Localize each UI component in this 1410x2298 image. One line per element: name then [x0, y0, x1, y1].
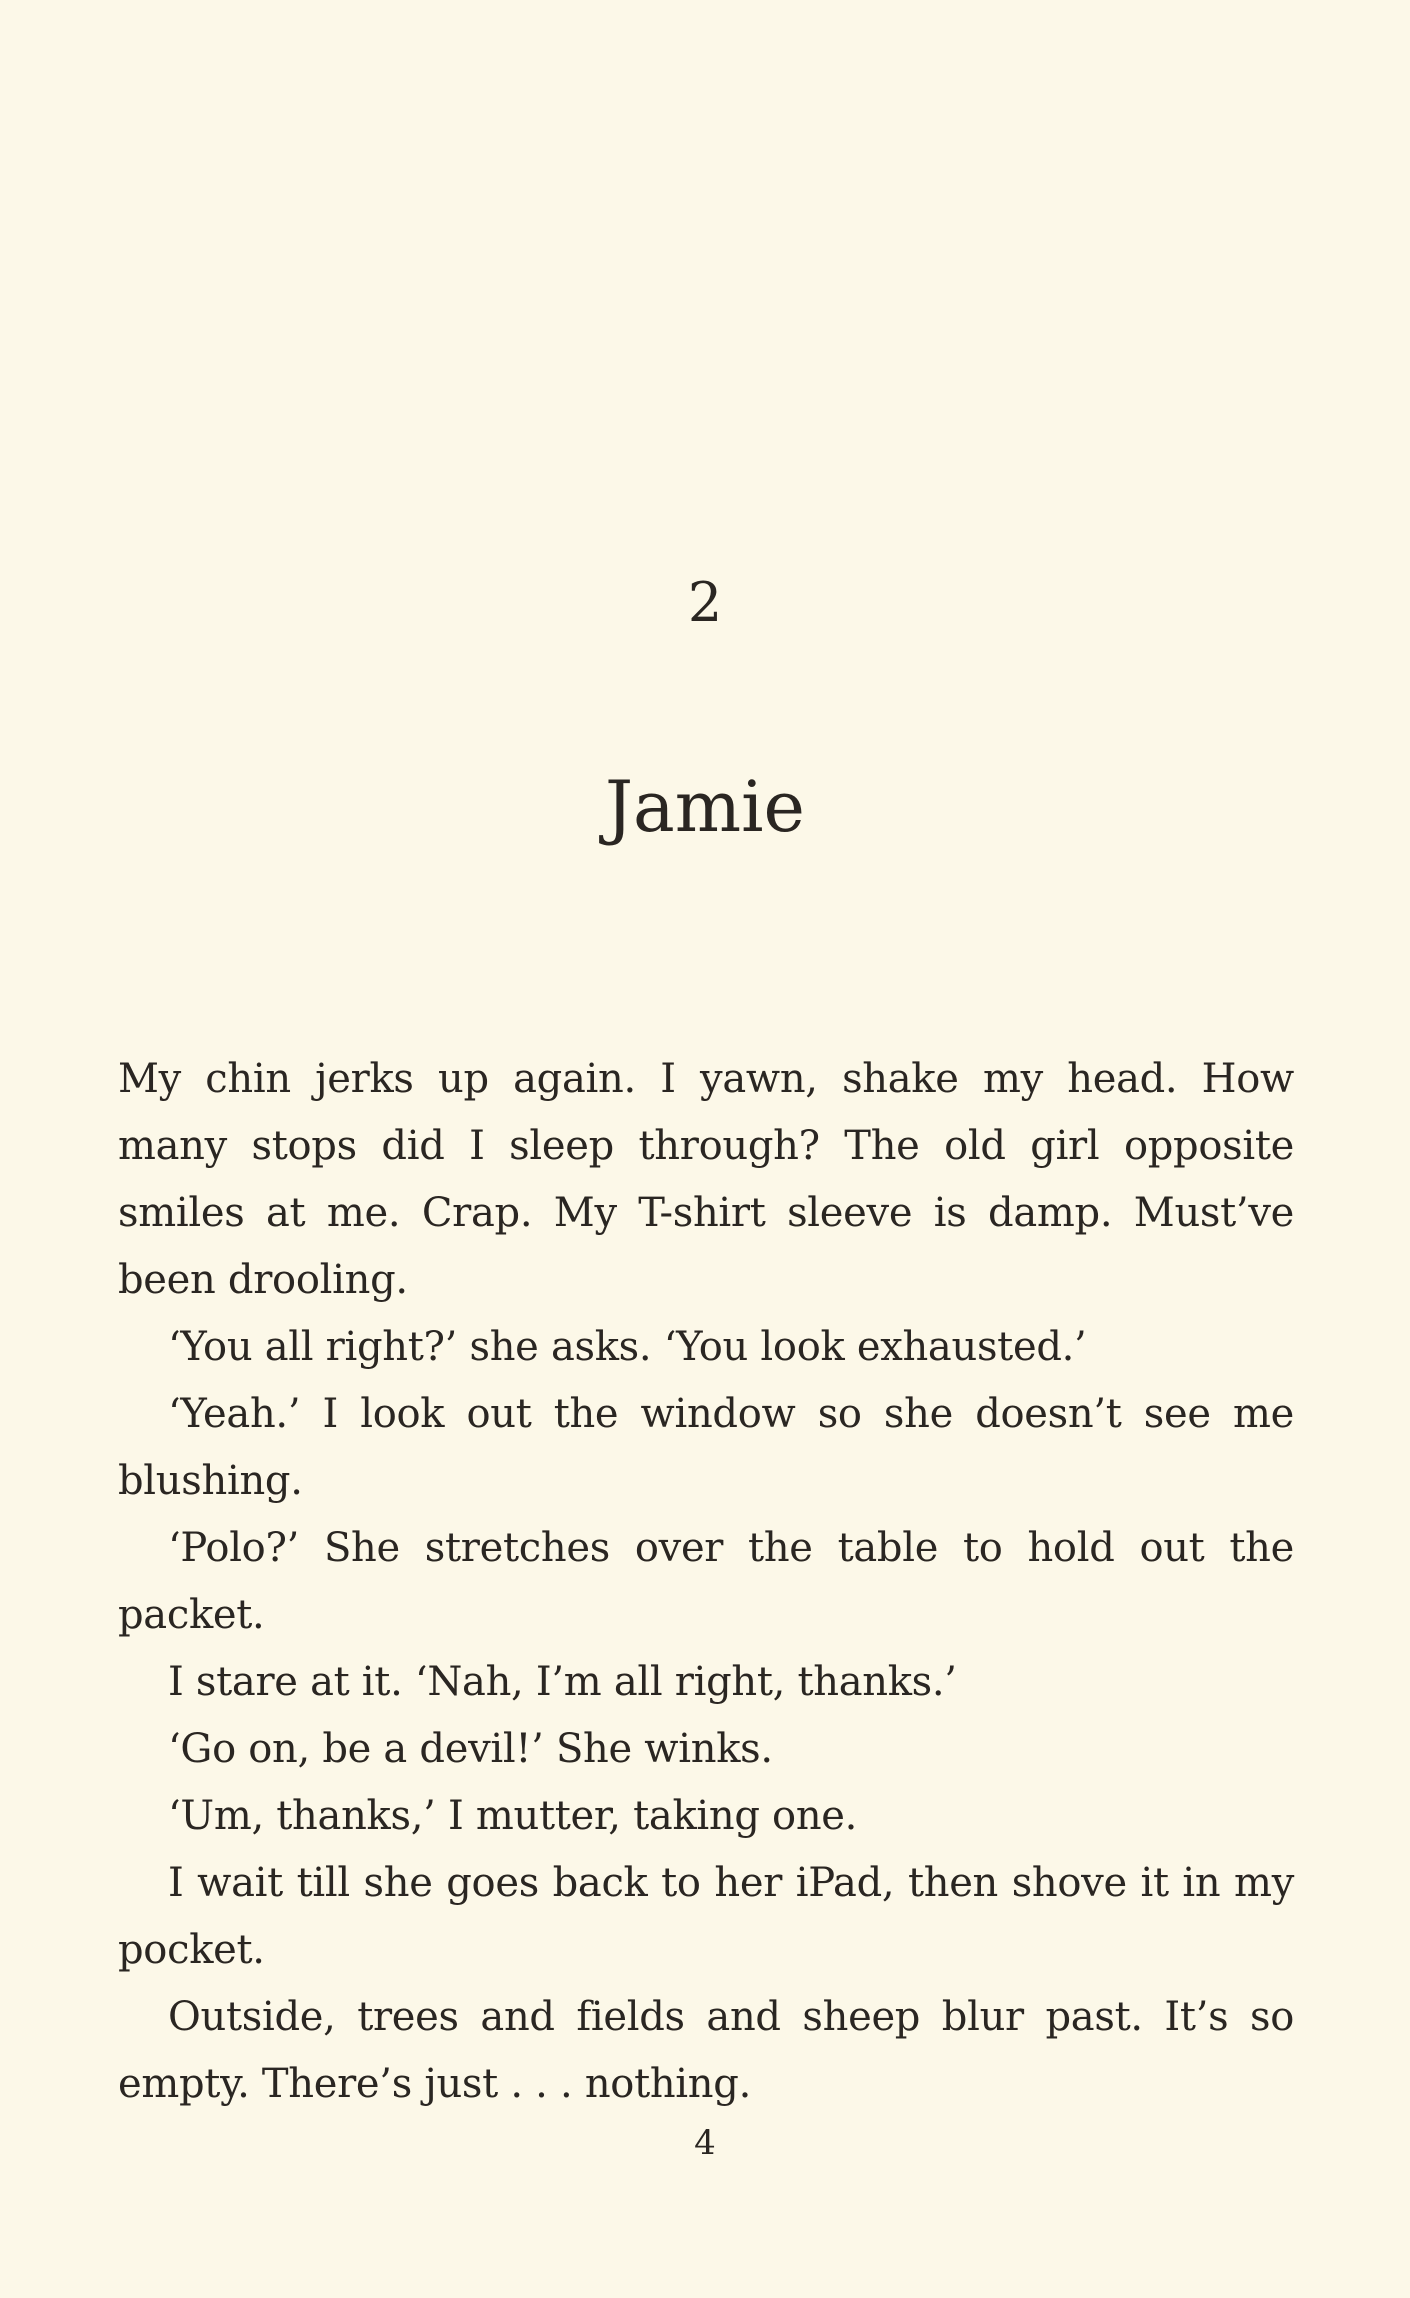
chapter-body	[118, 1046, 1294, 2118]
paragraph: ‘You all right?’ she asks. ‘You look exhausted.’	[168, 1324, 1087, 1370]
page-number: 4	[694, 2123, 716, 2163]
paragraph: My chin jerks up again. I yawn, shake my head. How many stops did I sleep through? The old girl opposite smiles at me. Crap. My T-shirt sleeve is damp. Must’ve been drooling.	[118, 1056, 1294, 1303]
paragraph: Outside, trees and fields and sheep blur past. It’s so empty. There’s just . . . nothing.	[118, 1994, 1294, 2107]
paragraph: ‘Go on, be a devil!’ She winks.	[168, 1726, 773, 1772]
paragraph: ‘Yeah.’ I look out the window so she doesn’t see me blushing.	[118, 1391, 1294, 1504]
paragraph: I wait till she goes back to her iPad, then shove it in my pocket.	[118, 1860, 1294, 1973]
paragraph: ‘Polo?’ She stretches over the table to hold out the packet.	[118, 1525, 1294, 1638]
chapter-title: Jamie	[605, 766, 805, 848]
paragraph: I stare at it. ‘Nah, I’m all right, thanks.’	[168, 1659, 957, 1705]
paragraph: ‘Um, thanks,’ I mutter, taking one.	[168, 1793, 858, 1839]
chapter-number: 2	[687, 571, 723, 634]
